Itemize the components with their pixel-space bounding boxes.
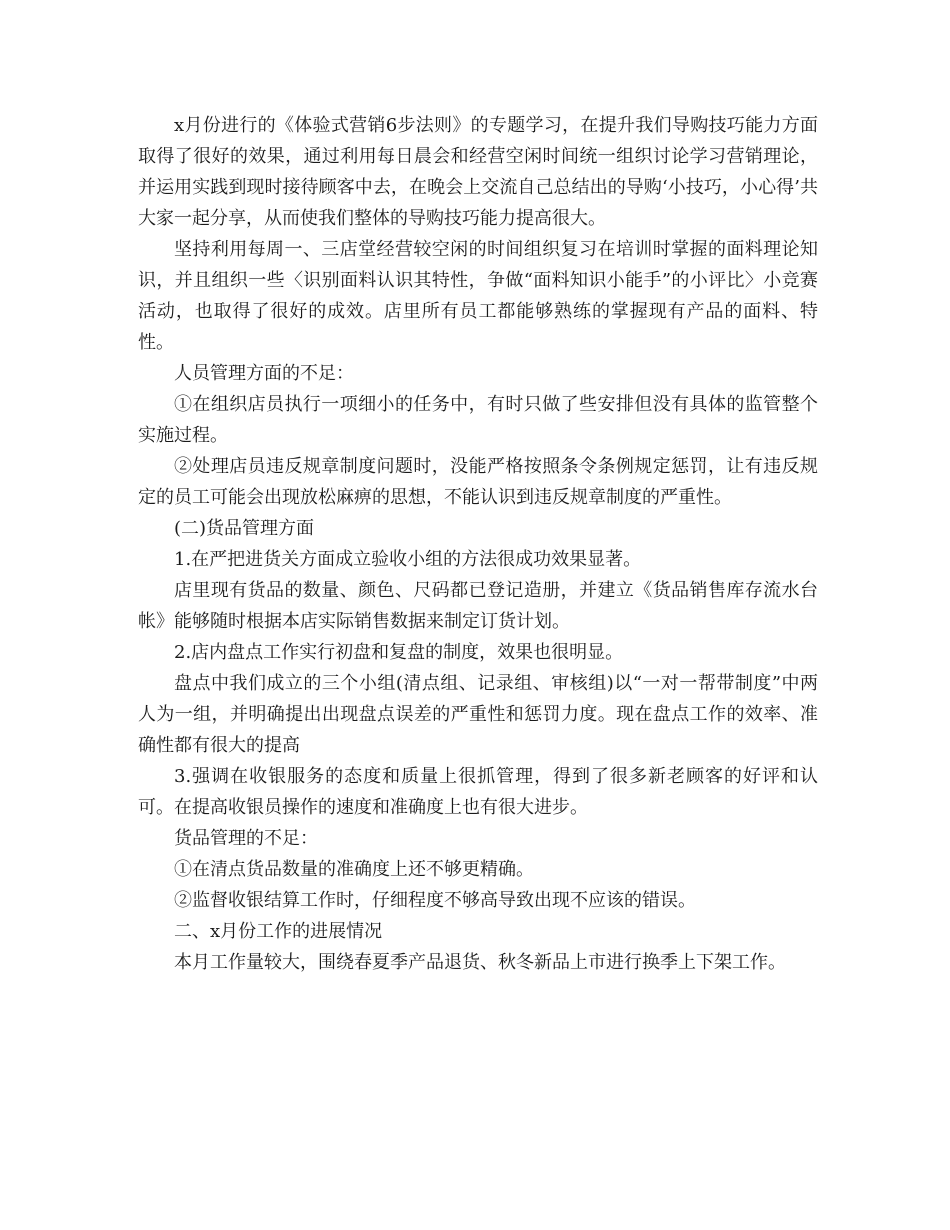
paragraph-training-study: x月份进行的《体验式营销6步法则》的专题学习，在提升我们导购技巧能力方面取得了很好的效果，通过利用每日晨会和经营空闲时间统一组织讨论学习营销理论，并运用实践到现时接待顾客中去，在晚会上交流自己总结出的导购‘小技巧，小心得’共大家一起分享，从而使我们整体的导购技巧能力提高很大。	[138, 115, 818, 229]
paragraph-staff-shortcoming-2: ②处理店员违反规章制度问题时，没能严格按照条令条例规定惩罚，让有违反规定的员工可能会出现放松麻痹的思想，不能认识到违反规章制度的严重性。	[138, 456, 818, 508]
paragraph-staff-shortcoming-1: ①在组织店员执行一项细小的任务中，有时只做了些安排但没有具体的监管整个实施过程。	[138, 394, 818, 446]
paragraph-goods-shortcoming-1: ①在清点货品数量的准确度上还不够更精确。	[174, 859, 534, 880]
paragraph-goods-shortcomings-heading: 货品管理的不足：	[174, 828, 318, 849]
paragraph-goods-item-1: 1.在严把进货关方面成立验收小组的方法很成功效果显著。	[174, 549, 642, 570]
paragraph-goods-registry: 店里现有货品的数量、颜色、尺码都已登记造册，并建立《货品销售库存流水台帐》能够随时根据本店实际销售数据来制定订货计划。	[138, 580, 818, 632]
paragraph-staff-shortcomings-heading: 人员管理方面的不足：	[174, 363, 354, 384]
paragraph-goods-item-2: 2.店内盘点工作实行初盘和复盘的制度，效果也很明显。	[174, 642, 624, 663]
paragraph-goods-shortcoming-2: ②监督收银结算工作时，仔细程度不够高导致出现不应该的错误。	[174, 890, 696, 911]
document-page	[138, 110, 818, 978]
paragraph-section-two-heading: 二、x月份工作的进展情况	[174, 921, 383, 942]
paragraph-fabric-knowledge: 坚持利用每周一、三店堂经营较空闲的时间组织复习在培训时掌握的面料理论知识，并且组织一些〈识别面料认识其特性，争做“面料知识小能手”的小评比〉小竞赛活动，也取得了很好的成效。店里所有员工都能够熟练的掌握现有产品的面料、特性。	[138, 239, 818, 353]
paragraph-month-workload: 本月工作量较大，围绕春夏季产品退货、秋冬新品上市进行换季上下架工作。	[174, 952, 786, 973]
paragraph-goods-item-3: 3.强调在收银服务的态度和质量上很抓管理，得到了很多新老顾客的好评和认可。在提高收银员操作的速度和准确度上也有很大进步。	[138, 766, 818, 818]
paragraph-goods-management-heading: (二)货品管理方面	[174, 518, 315, 539]
paragraph-inventory-groups: 盘点中我们成立的三个小组(清点组、记录组、审核组)以“一对一帮带制度”中两人为一组，并明确提出出现盘点误差的严重性和惩罚力度。现在盘点工作的效率、准确性都有很大的提高	[138, 673, 818, 756]
